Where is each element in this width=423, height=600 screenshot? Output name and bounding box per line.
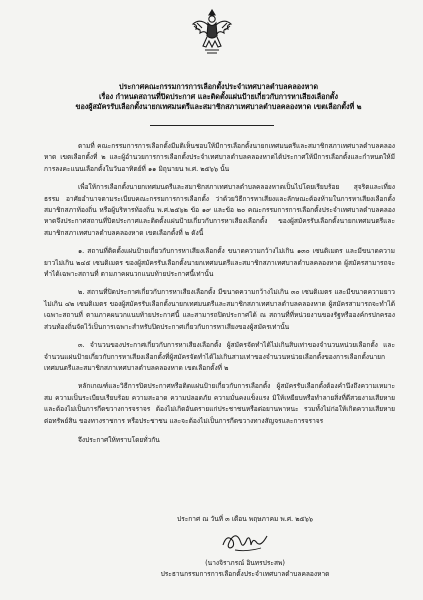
paragraph-item-1: ๑. สถานที่ติดตั้งแผ่นป้ายเกี่ยวกับการหาเสียงเลือกตั้ง ขนาดความกว้างไม่เกิน ๑๓๐ เซนติเมตร และมีขนาดความยาวไม่เกิน ๒๔๕ เซนติเมตร ของผู้สมัครรับเลือกตั้งนายกเทศมนตรีและสมาชิกสภาเทศบาลตำบลคลองหาด ผู้สมัครสามารถจะทำได้เฉพาะสถานที่ ตามภาคผนวกแนบท้ายประกาศนี้เท่านั้น <box>44 247 395 279</box>
paragraph-closing: จึงประกาศให้ทราบโดยทั่วกัน <box>78 435 160 444</box>
paragraph-authority: เพื่อให้การเลือกตั้งนายกเทศมนตรีและสมาชิกสภาเทศบาลตำบลคลองหาดเป็นไปโดยเรียบร้อย สุจริตและเที่ยงธรรม อาศัยอำนาจตามระเบียบคณะกรรมการการเลือกตั้ง ว่าด้วยวิธีการหาเสียงและลักษณะต้องห้ามในการหาเสียงเลือกตั้งสมาชิกสภาท้องถิ่น หรือผู้บริหารท้องถิ่น พ.ศ.๒๕๖๒ ข้อ ๑๙ และข้อ ๒๐ คณะกรรมการการเลือกตั้งประจำเทศบาลตำบลคลองหาดจึงประกาศสถานที่ปิดประกาศและติดตั้งแผ่นป้ายเกี่ยวกับการหาเสียงเลือกตั้ง ของผู้สมัครรับเลือกตั้งนายกเทศมนตรีและสมาชิกสภาเทศบาลตำบลคลองหาด เขตเลือกตั้งที่ ๒ ดังนี้ <box>44 183 395 237</box>
signatory-name: (นางจิราภรณ์ อินทรประสพ) <box>205 559 285 567</box>
handwritten-signature-icon <box>217 527 273 555</box>
signature-block <box>150 514 340 580</box>
announcement-date: ประกาศ ณ วันที่ ๓ เดือน พฤษภาคม พ.ศ. ๒๕๖๖ <box>177 515 313 523</box>
heading-line-3: ของผู้สมัครรับเลือกตั้งนายกเทศมนตรีและสมาชิกสภาเทศบาลตำบลคลองหาด เขตเลือกตั้งที่ ๒ <box>75 102 362 111</box>
paragraph-item-2: ๒. สถานที่ปิดประกาศเกี่ยวกับการหาเสียงเลือกตั้ง มีขนาดความกว้างไม่เกิน ๓๐ เซนติเมตร และมีขนาดความยาวไม่เกิน ๔๒ เซนติเมตร ของผู้สมัครรับเลือกตั้งนายกเทศมนตรีและสมาชิกสภาเทศบาลตำบลคลองหาด ผู้สมัครสามารถจะทำได้เฉพาะสถานที่ ตามภาคผนวกแนบท้ายประกาศนี้ และสามารถปิดประกาศได้ ณ สถานที่ที่หน่วยงานของรัฐหรือองค์กรปกครองส่วนท้องถิ่นจัดไว้เป็นการเฉพาะสำหรับปิดประกาศเกี่ยวกับการหาเสียงของผู้สมัครเท่านั้น <box>44 288 395 331</box>
heading-divider <box>150 125 274 126</box>
heading-line-1: ประกาศคณะกรรมการการเลือกตั้งประจำเทศบาลตำบลคลองหาด <box>118 82 319 91</box>
garuda-emblem-icon <box>190 6 234 56</box>
signatory-title: ประธานกรรมการการเลือกตั้งประจำเทศบาลตำบลคลองหาด <box>160 570 330 578</box>
heading-line-2: เรื่อง กำหนดสถานที่ปิดประกาศ และติดตั้งแผ่นป้ายเกี่ยวกับการหาเสียงเลือกตั้ง <box>99 92 338 101</box>
paragraph-rules: หลักเกณฑ์และวิธีการปิดประกาศหรือติดแผ่นป้ายเกี่ยวกับการเลือกตั้ง ผู้สมัครรับเลือกตั้งต้องคำนึงถึงความเหมาะสม ความเป็นระเบียบเรียบร้อย ความสะอาด ความปลอดภัย ความมั่นคงแข็งแรง มิให้เหยียบหรือทำลายสิ่งที่ดีสวยงามเสียหาย และต้องไม่เป็นการกีดขวางการจราจร ต้องไม่เกิดอันตรายแก่ประชาชนหรือต่อยานพาหนะ รวมทั้งไม่ก่อให้เกิดความเสียหายต่อทรัพย์สิน ของทางราชการ หรือประชาชน และจะต้องไม่เป็นการกีดขวางทางสัญจรและการจราจร <box>44 382 395 425</box>
announcement-heading <box>40 82 397 112</box>
announcement-body <box>44 141 395 453</box>
paragraph-item-3: ๓. จำนวนของประกาศเกี่ยวกับการหาเสียงเลือกตั้ง ผู้สมัครจัดทำได้ไม่เกินสิบเท่าของจำนวนหน่วยเลือกตั้ง และจำนวนแผ่นป้ายเกี่ยวกับการหาเสียงเลือกตั้งที่ผู้สมัครจัดทำได้ไม่เกินสามเท่าของจำนวนหน่วยเลือกตั้งของการเลือกตั้งนายกเทศมนตรีและสมาชิกสภาเทศบาลตำบลคลองหาด เขตเลือกตั้งที่ ๒ <box>44 341 395 372</box>
paragraph-intro: ตามที่ คณะกรรมการการเลือกตั้งมีมติเห็นชอบให้มีการเลือกตั้งนายกเทศมนตรีและสมาชิกสภาเทศบาลตำบลคลองหาด เขตเลือกตั้งที่ ๒ และผู้อำนวยการการเลือกตั้งประจำเทศบาลตำบลคลองหาดได้ประกาศให้มีการเลือกตั้งและกำหนดให้มีการลงคะแนนเลือกตั้งในวันอาทิตย์ที่ ๑๑ มิถุนายน พ.ศ. ๒๕๖๖ นั้น <box>44 142 395 173</box>
